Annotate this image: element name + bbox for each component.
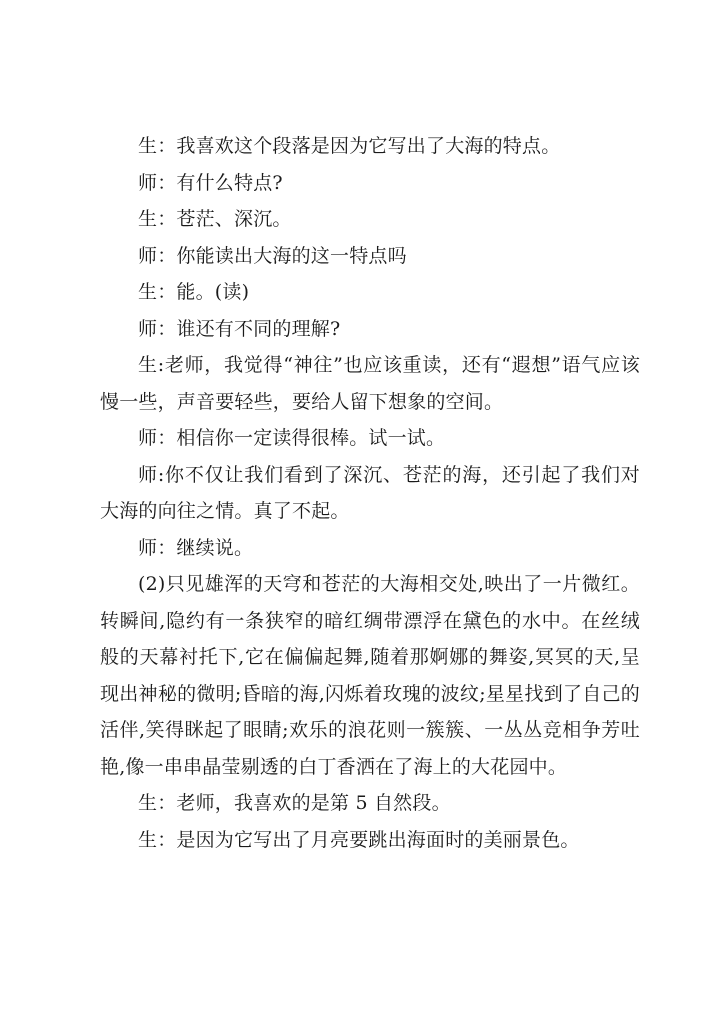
document-body bbox=[100, 128, 640, 858]
paragraph-student-2: 生：苍茫、深沉。 bbox=[138, 208, 292, 230]
paragraph-student-1: 生：我喜欢这个段落是因为它写出了大海的特点。 bbox=[138, 135, 561, 157]
paragraph-excerpt-2: (2)只见雄浑的天穹和苍茫的大海相交处,映出了一片微红。转瞬间,隐约有一条狭窄的暗红绸带漂浮在黛色的水中。在丝绒般的天幕衬托下,它在偏偏起舞,随着那婀娜的舞姿,冥冥的天,呈现出神秘的微明;昏暗的海,闪烁着玫瑰的波纹;星星找到了自己的活伴,笑得眯起了眼睛;欢乐的浪花则一簇簇、一丛丛竞相争芳吐艳,像一串串晶莹剔透的白丁香洒在了海上的大花园中。 bbox=[100, 573, 640, 778]
paragraph-student-5: 生：老师，我喜欢的是第 5 自然段。 bbox=[138, 792, 451, 814]
paragraph-teacher-4: 师：相信你一定读得很棒。试一试。 bbox=[138, 427, 446, 449]
paragraph-teacher-5: 师:你不仅让我们看到了深沉、苍茫的海，还引起了我们对大海的向往之情。真了不起。 bbox=[100, 463, 640, 522]
paragraph-student-3: 生：能。(读) bbox=[138, 281, 250, 303]
paragraph-student-4: 生:老师，我觉得“神往”也应该重读，还有“遐想”语气应该慢一些，声音要轻些，要给人留下想象的空间。 bbox=[100, 354, 640, 413]
paragraph-teacher-1: 师：有什么特点? bbox=[138, 171, 283, 194]
paragraph-teacher-6: 师：继续说。 bbox=[138, 536, 254, 559]
paragraph-teacher-3: 师：谁还有不同的理解? bbox=[138, 317, 341, 340]
paragraph-teacher-2: 师：你能读出大海的这一特点吗 bbox=[138, 244, 407, 267]
paragraph-student-6: 生：是因为它写出了月亮要跳出海面时的美丽景色。 bbox=[138, 828, 580, 851]
